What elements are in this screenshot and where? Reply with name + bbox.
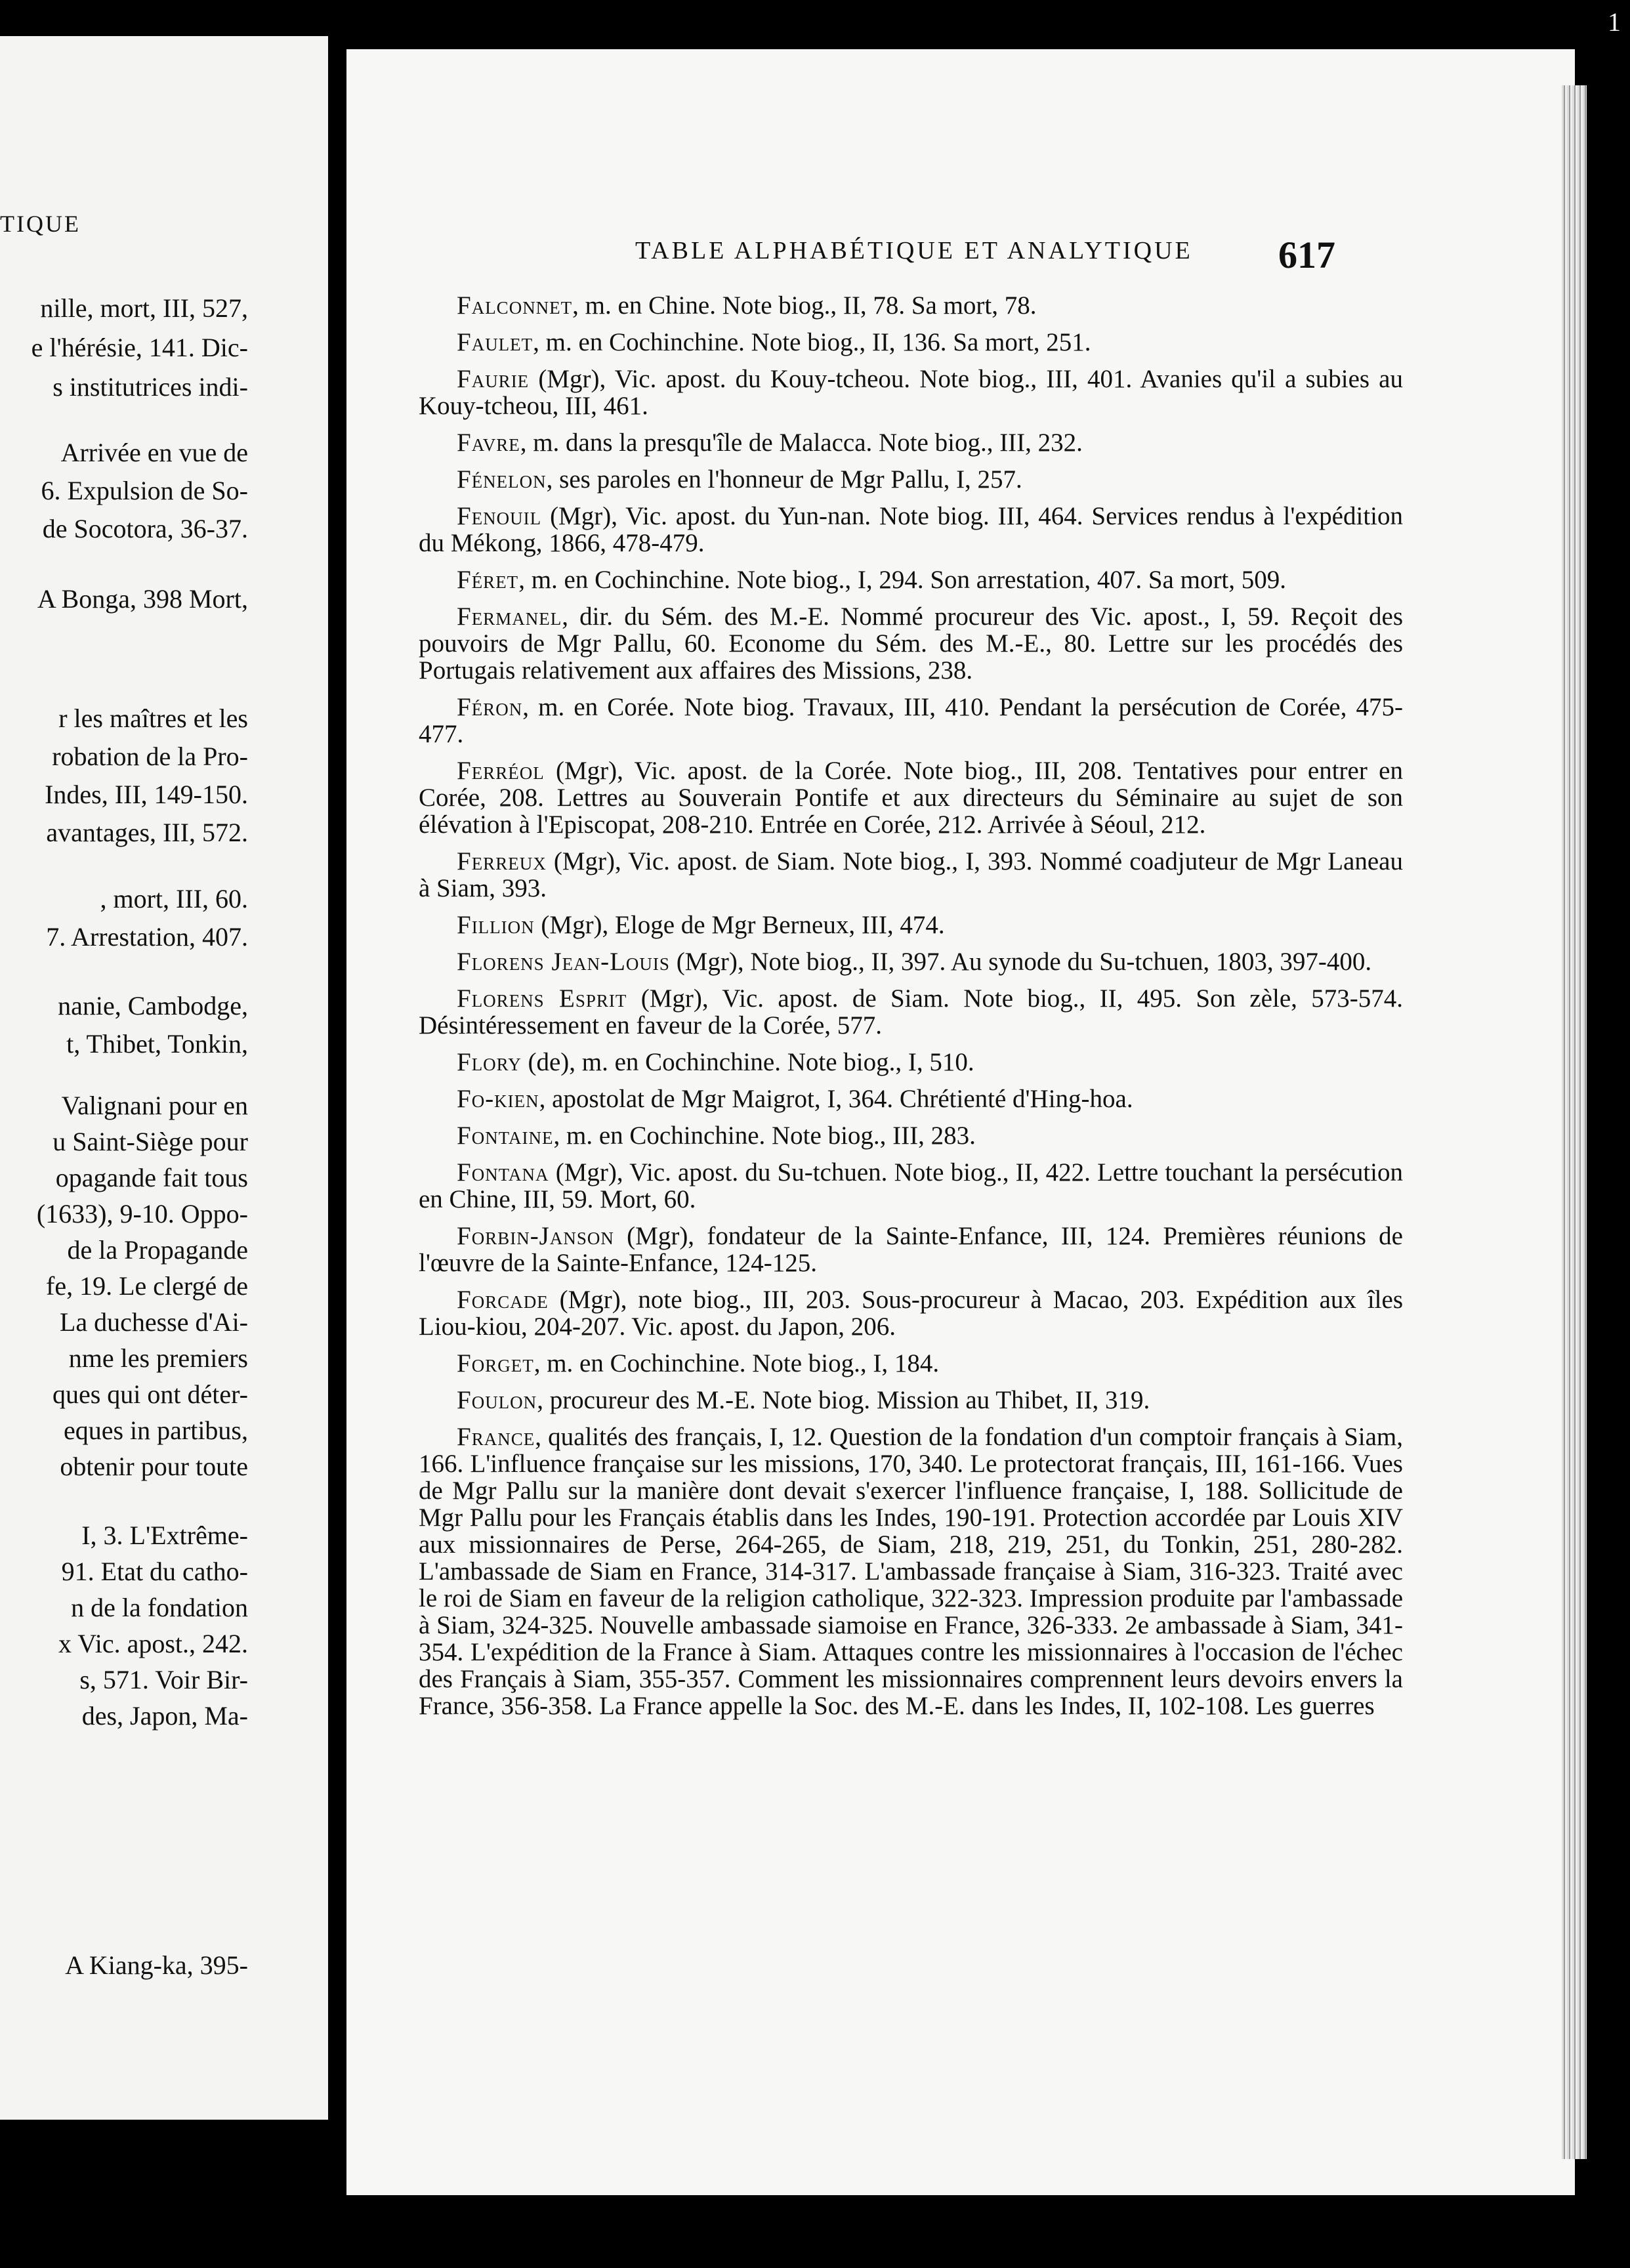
left-page-line: (1633), 9-10. Oppo- xyxy=(36,1199,248,1228)
entry-headword: Ferreux xyxy=(457,847,547,875)
left-page-line: r les maîtres et les xyxy=(58,704,248,733)
index-entry xyxy=(419,694,1403,747)
entry-headword: Féron xyxy=(457,693,523,721)
left-page-line: avantages, III, 572. xyxy=(46,818,248,847)
index-entry xyxy=(419,948,1403,975)
index-entry xyxy=(419,503,1403,556)
entry-text: (Mgr), note biog., III, 203. Sous-procureur à Macao, 203. Expédition aux îles Liou-kiou, 204-207. Vic. apost. du Japon, 206. xyxy=(419,1286,1403,1341)
index-entry xyxy=(419,1223,1403,1276)
index-entry xyxy=(419,466,1403,493)
left-page-line: de Socotora, 36-37. xyxy=(42,514,248,543)
index-entry xyxy=(419,1049,1403,1076)
entry-text: (de), m. en Cochinchine. Note biog., I, 510. xyxy=(521,1048,974,1076)
left-running-head: TIQUE xyxy=(0,211,81,237)
entry-headword: Forbin-Janson xyxy=(457,1222,614,1250)
corner-mark: 1 xyxy=(1608,7,1621,37)
left-page-line: u Saint-Siège pour xyxy=(52,1127,248,1156)
left-page-line: n de la fondation xyxy=(71,1593,248,1622)
entry-text: (Mgr), Eloge de Mgr Berneux, III, 474. xyxy=(534,911,945,939)
left-page-line: de la Propagande xyxy=(67,1235,248,1265)
entry-text: (Mgr), Vic. apost. du Yun-nan. Note biog. III, 464. Services rendus à l'expédition du Mékong, 1866, 478-479. xyxy=(419,502,1403,557)
index-entry xyxy=(419,1286,1403,1340)
entry-headword: Fénelon xyxy=(457,465,547,494)
entry-headword: Fontaine xyxy=(457,1122,554,1150)
left-page-line: fe, 19. Le clergé de xyxy=(46,1271,248,1301)
entry-text: , ses paroles en l'honneur de Mgr Pallu, I, 257. xyxy=(546,465,1022,494)
left-page-line: 91. Etat du catho- xyxy=(61,1557,248,1586)
index-entry xyxy=(419,1122,1403,1149)
left-page-line: Arrivée en vue de xyxy=(60,438,248,467)
entry-text: , m. en Corée. Note biog. Travaux, III, 410. Pendant la persécution de Corée, 475-477. xyxy=(419,693,1403,748)
left-page-line: Indes, III, 149-150. xyxy=(45,780,248,809)
entry-headword: Fo-kien xyxy=(457,1085,539,1113)
index-entry xyxy=(419,1387,1403,1414)
index-entries xyxy=(419,292,1403,1729)
index-entry xyxy=(419,429,1403,456)
index-entry xyxy=(419,329,1403,356)
left-page-line: , mort, III, 60. xyxy=(100,884,248,914)
left-page-line: nme les premiers xyxy=(68,1343,248,1373)
left-page-line: nille, mort, III, 527, xyxy=(40,293,248,323)
index-entry xyxy=(419,985,1403,1039)
entry-text: (Mgr), Vic. apost. du Kouy-tcheou. Note biog., III, 401. Avanies qu'il a subies au Kouy-tcheou, III, 461. xyxy=(419,365,1403,420)
entry-headword: Forcade xyxy=(457,1286,549,1314)
left-page-line: x Vic. apost., 242. xyxy=(58,1629,248,1658)
entry-text: , m. en Cochinchine. Note biog., II, 136. Sa mort, 251. xyxy=(533,328,1091,356)
entry-headword: Faurie xyxy=(457,365,530,393)
left-page-line: A Kiang-ka, 395- xyxy=(65,1950,248,1980)
index-entry xyxy=(419,848,1403,902)
left-page-line: des, Japon, Ma- xyxy=(81,1701,248,1731)
entry-text: (Mgr), Vic. apost. de Siam. Note biog., I, 393. Nommé coadjuteur de Mgr Laneau à Siam, 393. xyxy=(419,847,1403,902)
book-gutter xyxy=(328,0,346,2268)
entry-text: (Mgr), fondateur de la Sainte-Enfance, III, 124. Premières réunions de l'œuvre de la Sainte-Enfance, 124-125. xyxy=(419,1222,1403,1277)
index-entry xyxy=(419,757,1403,838)
entry-text: (Mgr), Vic. apost. de Siam. Note biog., II, 495. Son zèle, 573-574. Désintéressement en faveur de la Corée, 577. xyxy=(419,984,1403,1040)
left-page-line: La duchesse d'Ai- xyxy=(59,1307,248,1337)
left-page-line: obtenir pour toute xyxy=(60,1452,248,1481)
entry-headword: Fenouil xyxy=(457,502,542,530)
index-entry xyxy=(419,292,1403,319)
left-page-line: nanie, Cambodge, xyxy=(58,991,248,1020)
page-edge-decoration xyxy=(1562,85,1587,2159)
index-entry xyxy=(419,603,1403,684)
running-head: TABLE ALPHABÉTIQUE ET ANALYTIQUE xyxy=(635,237,1193,264)
index-entry xyxy=(419,366,1403,419)
left-page-line: s institutrices indi- xyxy=(52,372,248,402)
left-page-line: e l'hérésie, 141. Dic- xyxy=(31,333,248,362)
left-page-line: robation de la Pro- xyxy=(52,742,248,771)
entry-text: , procureur des M.-E. Note biog. Mission au Thibet, II, 319. xyxy=(537,1386,1150,1414)
left-page-line: opagande fait tous xyxy=(55,1163,248,1192)
left-page-line: ques qui ont déter- xyxy=(52,1379,248,1409)
entry-text: (Mgr), Vic. apost. de la Corée. Note biog., III, 208. Tentatives pour entrer en Corée, 208. Lettres au Souverain Pontife et aux directeurs du Séminaire au sujet de son élévation à l'Episcopat, 208-210. Entrée en Corée, 212. Arrivée à Séoul, 212. xyxy=(419,757,1403,839)
index-entry xyxy=(419,566,1403,593)
entry-text: , m. en Cochinchine. Note biog., III, 283. xyxy=(553,1122,976,1150)
entry-text: , m. en Chine. Note biog., II, 78. Sa mort, 78. xyxy=(572,291,1037,320)
left-page xyxy=(0,36,328,2120)
index-entry xyxy=(419,1085,1403,1112)
entry-headword: Falconnet xyxy=(457,291,573,320)
entry-headword: Fillion xyxy=(457,911,535,939)
index-entry xyxy=(419,912,1403,938)
left-page-line: eques in partibus, xyxy=(63,1416,248,1445)
left-page-line: t, Thibet, Tonkin, xyxy=(66,1029,248,1059)
index-entry xyxy=(419,1350,1403,1377)
entry-headword: Foulon xyxy=(457,1386,537,1414)
entry-text: , qualités des français, I, 12. Question de la fondation d'un comptoir français à Siam, 166. L'influence française sur les missions, 170, 340. Le protectorat français, III, 161-166. Vues de Mgr Pallu sur la manière dont devait s'exercer l'influence française, I, 188. Sollicitude de Mgr Pallu pour les Français établis dans les Indes, 190-191. Protection accordée par Louis XIV aux missionnaires de Perse, 264-265, de Siam, 218, 219, 251, du Tonkin, 251, 280-282. L'ambassade de Siam en France, 314-317. L'ambassade française à Siam, 316-323. Traité avec le roi de Siam en faveur de la religion catholique, 322-323. Impression produite par l'ambassade à Siam, 324-325. Nouvelle ambassade siamoise en France, 326-333. 2e ambassade à Siam, 341-354. L'expédition de la France à Siam. Attaques contre les missionnaires à l'occasion de l'échec des Français à Siam, 355-357. Comment les missionnaires comprennent leurs devoirs envers la France, 356-358. La France appelle la Soc. des M.-E. dans les Indes, II, 102-108. Les guerres xyxy=(419,1423,1403,1720)
left-page-line: A Bonga, 398 Mort, xyxy=(37,584,248,614)
entry-text: , m. en Cochinchine. Note biog., I, 184. xyxy=(533,1349,940,1377)
entry-headword: Ferréol xyxy=(457,757,545,785)
entry-text: , apostolat de Mgr Maigrot, I, 364. Chrétienté d'Hing-hoa. xyxy=(539,1085,1133,1113)
left-page-line: 6. Expulsion de So- xyxy=(41,476,248,505)
entry-text: , m. dans la presqu'île de Malacca. Note biog., III, 232. xyxy=(520,429,1083,457)
entry-headword: Fermanel xyxy=(457,602,562,631)
entry-headword: Favre xyxy=(457,429,520,457)
entry-headword: Florens Jean-Louis xyxy=(457,948,670,976)
left-page-line: s, 571. Voir Bir- xyxy=(79,1665,248,1694)
left-page-line: I, 3. L'Extrême- xyxy=(81,1521,248,1550)
entry-headword: Florens Esprit xyxy=(457,984,627,1013)
entry-headword: Flory xyxy=(457,1048,522,1076)
right-page xyxy=(346,49,1575,2195)
entry-text: (Mgr), Vic. apost. du Su-tchuen. Note biog., II, 422. Lettre touchant la persécution en Chine, III, 59. Mort, 60. xyxy=(419,1158,1403,1213)
left-page-line: 7. Arrestation, 407. xyxy=(46,922,248,952)
entry-text: (Mgr), Note biog., II, 397. Au synode du Su-tchuen, 1803, 397-400. xyxy=(669,948,1372,976)
entry-headword: Fontana xyxy=(457,1158,549,1186)
entry-text: , m. en Cochinchine. Note biog., I, 294. Son arrestation, 407. Sa mort, 509. xyxy=(518,566,1287,594)
entry-headword: Forget xyxy=(457,1349,534,1377)
entry-headword: Féret xyxy=(457,566,519,594)
page-number: 617 xyxy=(1278,234,1335,276)
index-entry xyxy=(419,1423,1403,1719)
index-entry xyxy=(419,1159,1403,1213)
entry-headword: Faulet xyxy=(457,328,533,356)
entry-text: , dir. du Sém. des M.-E. Nommé procureur des Vic. apost., I, 59. Reçoit des pouvoirs de Mgr Pallu, 60. Econome du Sém. des M.-E., 80. Lettre sur les procédés des Portugais relativement aux affaires des Missions, 238. xyxy=(419,602,1403,684)
left-page-line: Valignani pour en xyxy=(61,1091,248,1120)
entry-headword: France xyxy=(457,1423,535,1451)
